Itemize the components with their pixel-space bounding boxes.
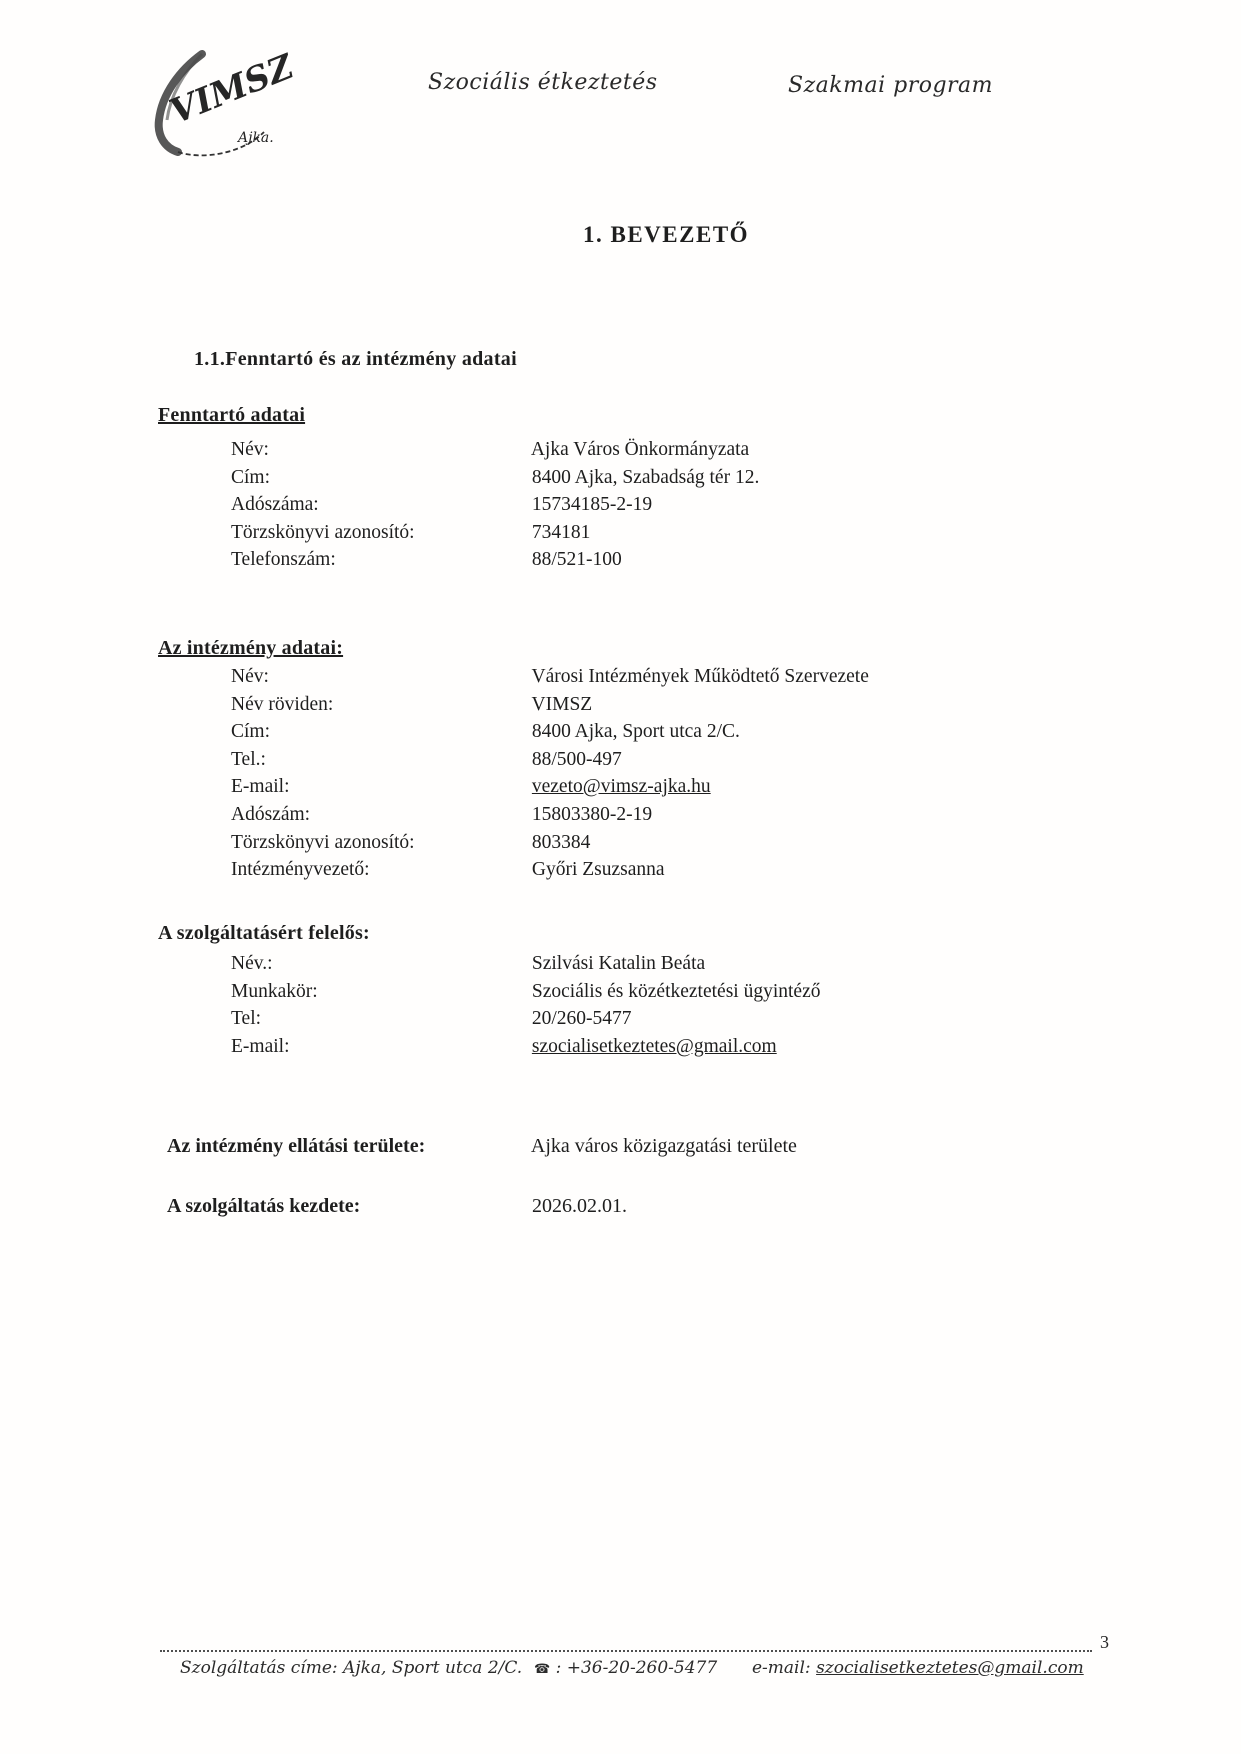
footer-phone-number: : +36-20-260-5477 — [555, 1658, 718, 1678]
field-value: Ajka Város Önkormányzata — [530, 439, 750, 460]
field-value: 803384 — [531, 831, 591, 853]
field-label: Név: — [231, 666, 269, 687]
field-value: 8400 Ajka, Sport utca 2/C. — [531, 721, 740, 743]
footer-email — [752, 1658, 1084, 1678]
logo-subtext: Ajka. — [238, 130, 274, 146]
footer-phone — [534, 1658, 717, 1678]
info-row — [231, 663, 869, 691]
info-row — [231, 801, 869, 829]
info-row — [231, 519, 759, 547]
field-value: Ajka város közigazgatási területe — [530, 1135, 797, 1157]
section-intezmeny — [231, 663, 869, 884]
phone-icon: ☎ — [534, 1662, 551, 1677]
section-heading-fenntarto: Fenntartó adatai — [158, 404, 306, 426]
field-value: Városi Intézmények Működtető Szervezete — [531, 666, 869, 687]
email-link[interactable]: szocialisetkeztetes@gmail.com — [816, 1658, 1084, 1678]
info-row — [231, 436, 759, 464]
field-label: E-mail: — [231, 776, 290, 798]
field-label: Tel: — [231, 1008, 262, 1030]
field-label: Adószám: — [231, 803, 311, 825]
page-number: 3 — [1100, 1632, 1109, 1652]
field-label: Név.: — [231, 953, 273, 974]
section-fenntarto — [231, 436, 759, 574]
info-row — [231, 856, 869, 884]
vimsz-logo — [146, 40, 306, 165]
info-row — [231, 1005, 820, 1033]
field-label: Törzskönyvi azonosító: — [231, 831, 415, 853]
field-value: 88/500-497 — [531, 748, 622, 770]
field-label: A szolgáltatás kezdete: — [167, 1195, 361, 1217]
field-label: Cím: — [231, 721, 271, 743]
vimsz-logo-icon — [146, 40, 306, 165]
header-doc-category: Szakmai program — [788, 73, 994, 98]
field-label: Név röviden: — [231, 693, 334, 715]
field-label: Törzskönyvi azonosító: — [231, 521, 415, 543]
info-row — [231, 464, 759, 492]
field-label: Adószáma: — [231, 494, 319, 516]
field-value: 20/260-5477 — [531, 1008, 632, 1030]
field-value: 2026.02.01. — [532, 1195, 627, 1217]
info-row — [231, 546, 759, 574]
info-row — [231, 773, 869, 801]
field-value: Szociális és közétkeztetési ügyintéző — [531, 980, 821, 1002]
field-label: E-mail: — [231, 1035, 290, 1057]
field-label: Intézményvezető: — [231, 859, 370, 881]
info-row — [231, 746, 869, 774]
info-row — [231, 978, 820, 1006]
logo-text: VIMSZ — [164, 46, 300, 133]
info-row — [231, 491, 759, 519]
field-value: VIMSZ — [531, 693, 593, 715]
email-link[interactable]: vezeto@vimsz-ajka.hu — [531, 776, 711, 798]
info-row — [231, 1033, 820, 1061]
email-link[interactable]: szocialisetkeztetes@gmail.com — [531, 1035, 777, 1057]
field-label: Munkakör: — [231, 980, 318, 1002]
page-title: 1. BEVEZETŐ — [583, 222, 750, 247]
info-row — [231, 691, 869, 719]
footer-service-address: Szolgáltatás címe: Ajka, Sport utca 2/C. — [180, 1658, 523, 1678]
field-value: Győri Zsuzsanna — [531, 859, 665, 881]
field-label: Név: — [231, 439, 269, 460]
info-row — [231, 718, 869, 746]
footer-email-label: e-mail: — [752, 1658, 811, 1678]
subsection-title: 1.1.Fenntartó és az intézmény adatai — [194, 348, 517, 370]
header-doc-type: Szociális étkeztetés — [428, 70, 658, 95]
field-value: 15734185-2-19 — [531, 494, 653, 516]
info-row — [231, 829, 869, 857]
field-value: Szilvási Katalin Beáta — [531, 953, 706, 974]
section-heading-intezmeny: Az intézmény adatai: — [158, 637, 344, 659]
field-value: 8400 Ajka, Szabadság tér 12. — [531, 466, 760, 488]
field-value: 734181 — [531, 521, 591, 543]
field-value: 15803380-2-19 — [531, 803, 653, 825]
section-heading-felelos: A szolgáltatásért felelős: — [158, 922, 370, 944]
service-area-row — [167, 1135, 797, 1158]
section-felelos — [231, 950, 820, 1060]
service-start-row — [167, 1195, 627, 1218]
field-label: Az intézmény ellátási területe: — [167, 1135, 426, 1157]
info-row — [231, 950, 820, 978]
field-label: Cím: — [231, 466, 271, 488]
field-label: Telefonszám: — [231, 549, 336, 571]
field-value: 88/521-100 — [531, 549, 622, 571]
field-label: Tel.: — [231, 748, 266, 770]
footer-divider — [160, 1650, 1092, 1652]
